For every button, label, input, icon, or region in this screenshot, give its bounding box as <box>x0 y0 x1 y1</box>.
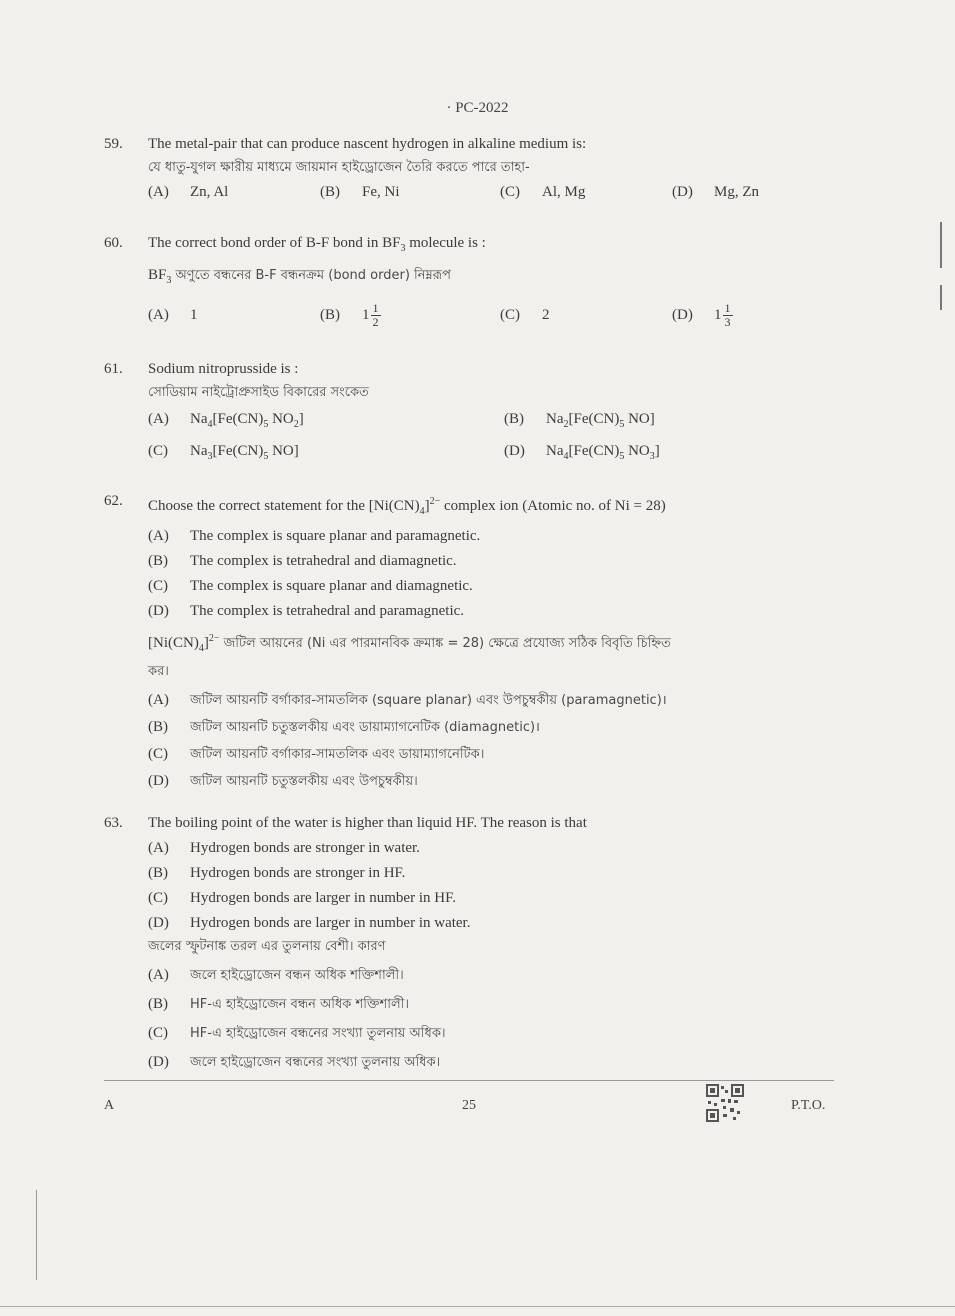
option-c: (C) $Na_3[Fe(CN)_5$ NO] <box>148 443 299 462</box>
option-a-bn: (A) জলে হাইড্রোজেন বন্ধন অধিক শক্তিশালী। <box>148 967 404 983</box>
option-b: (B) The complex is tetrahedral and diamagnetic. <box>148 553 457 569</box>
option-b-bn: (B) HF-এ হাইড্রোজেন বন্ধন অধিক শক্তিশালী। <box>148 996 410 1012</box>
question-text-bn: $[Ni(CN)_4]^{2-}$ জটিল আয়নের (Ni এর পারমানবিক ক্রমাঙ্ক = 28) ক্ষেত্রে প্রযোজ্য সঠিক বিবৃতি চিহ্নিত <box>148 633 671 654</box>
question-text-en: The boiling point of the water is higher than liquid HF. The reason is that <box>148 815 587 831</box>
option-c: (C) 2 <box>500 307 550 323</box>
option-b: (B) Fe, Ni <box>320 184 400 200</box>
options-grid <box>148 408 834 468</box>
question-text-en: Choose the correct statement for the $[Ni(CN)_4]^{2-}$ complex ion (Atomic no. of Ni = 28) <box>148 496 666 517</box>
footer-divider <box>104 1080 834 1081</box>
option-c: (C) Al, Mg <box>500 184 586 200</box>
option-a: (A) Hydrogen bonds are stronger in water. <box>148 840 420 856</box>
option-b: (B) 1 $\frac{1}{2}$ <box>320 301 379 329</box>
options-row <box>148 302 834 329</box>
fraction: $\frac{1}{2}$ <box>372 301 379 329</box>
question-text-bn: সোডিয়াম নাইট্রোপ্রুসাইড বিকারের সংকেত <box>148 385 369 400</box>
question-number: 59. <box>104 136 123 152</box>
option-d: (D) 1 $\frac{1}{3}$ <box>672 301 731 329</box>
question-text-bn: যে ধাতু-যুগল ক্ষারীয় মাধ্যমে জায়মান হাইড্রোজেন তৈরি করতে পারে তাহা- <box>148 160 530 175</box>
option-c: (C) Hydrogen bonds are larger in number in HF. <box>148 890 456 906</box>
question-number: 60. <box>104 235 123 251</box>
option-d: (D) The complex is tetrahedral and paramagnetic. <box>148 603 465 619</box>
question-text-en: Sodium nitroprusside is : <box>148 361 299 377</box>
please-turn-over-label: P.T.O. <box>791 1098 826 1113</box>
option-b: (B) Hydrogen bonds are stronger in HF. <box>148 865 406 881</box>
fraction: $\frac{1}{3}$ <box>724 301 731 329</box>
option-b-bn: (B) জটিল আয়নটি চতুস্তলকীয় এবং ডায়াম্যাগনেটিক (diamagnetic)। <box>148 719 540 735</box>
question-number: 62. <box>104 493 123 509</box>
question-62 <box>104 490 834 793</box>
question-text-bn: $BF_3$ অণুতে বন্ধনের B-F বন্ধনক্রম (bond order) নিম্নরূপ <box>148 267 451 286</box>
option-d: (D) Hydrogen bonds are larger in number in water. <box>148 915 471 931</box>
question-number: 61. <box>104 361 123 377</box>
option-d-bn: (D) জটিল আয়নটি চতুস্তলকীয় এবং উপচুম্বকীয়। <box>148 773 418 789</box>
option-c-bn: (C) জটিল আয়নটি বর্গাকার-সামতলিক এবং ডায়াম্যাগনেটিক। <box>148 746 485 762</box>
question-text-bn-cont: কর। <box>148 664 169 679</box>
option-c: (C) The complex is square planar and diamagnetic. <box>148 578 473 594</box>
question-59 <box>104 133 834 204</box>
option-b: (B) $Na_2[Fe(CN)_5$ NO] <box>504 411 655 430</box>
paper-code-header: · PC-2022 <box>446 100 509 116</box>
page-number: 25 <box>462 1098 476 1113</box>
question-text-en: The metal-pair that can produce nascent hydrogen in alkaline medium is: <box>148 136 587 152</box>
question-text-en: The correct bond order of B-F bond in $BF_3$ molecule is : <box>148 235 486 254</box>
options-en <box>148 837 834 935</box>
option-a: (A) The complex is square planar and paramagnetic. <box>148 528 481 544</box>
question-text-bn: জলের স্ফুটনাঙ্ক তরল এর তুলনায় বেশী। কারণ <box>148 939 386 954</box>
option-a: (A) $Na_4[Fe(CN)_5$ $NO_2$] <box>148 411 304 430</box>
options-en <box>148 525 834 623</box>
question-number: 63. <box>104 815 123 831</box>
options-row <box>148 181 834 204</box>
options-bn <box>148 964 834 1074</box>
scan-artifact <box>940 222 942 268</box>
option-d: (D) Mg, Zn <box>672 184 759 200</box>
option-d-bn: (D) জলে হাইড্রোজেন বন্ধনের সংখ্যা তুলনায় অধিক। <box>148 1054 441 1070</box>
option-a: (A) Zn, Al <box>148 184 229 200</box>
option-c-bn: (C) HF-এ হাইড্রোজেন বন্ধনের সংখ্যা তুলনায় অধিক। <box>148 1025 446 1041</box>
options-bn <box>148 689 834 793</box>
question-63 <box>104 812 834 1074</box>
scan-artifact <box>940 285 942 310</box>
qr-code-icon <box>706 1084 744 1122</box>
option-d: (D) $Na_4[Fe(CN)_5$ $NO_3$] <box>504 443 660 462</box>
option-a: (A) 1 <box>148 307 198 323</box>
scan-artifact <box>36 1190 37 1280</box>
footer-series-label: A <box>104 1098 115 1113</box>
option-a-bn: (A) জটিল আয়নটি বর্গাকার-সামতলিক (square planar) এবং উপচুম্বকীয় (paramagnetic)। <box>148 692 667 708</box>
scan-artifact <box>0 1306 955 1307</box>
question-61 <box>104 358 834 468</box>
question-60 <box>104 232 834 329</box>
